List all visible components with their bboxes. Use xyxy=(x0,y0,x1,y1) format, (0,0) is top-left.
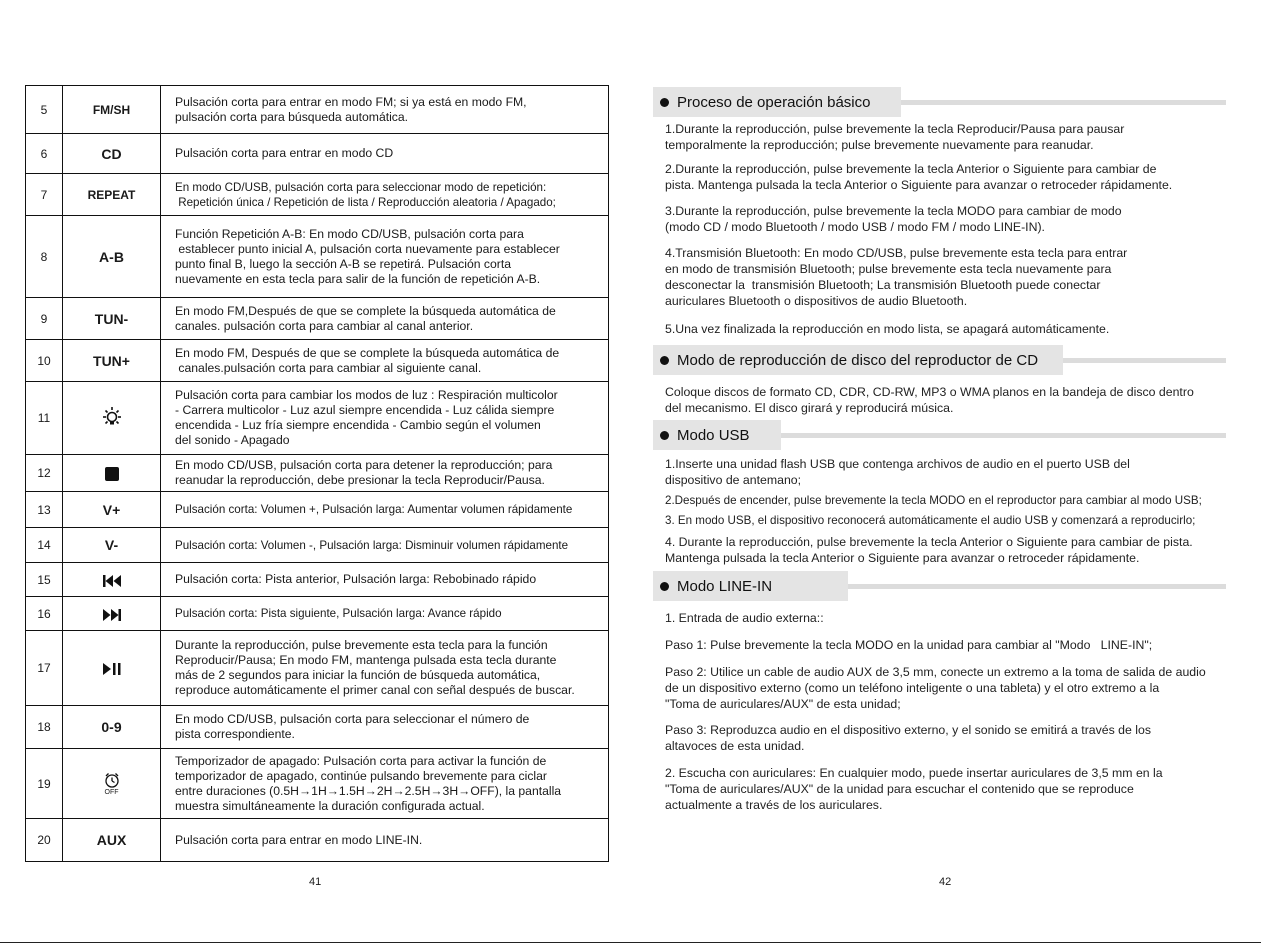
description-line: canales.pulsación corta para cambiar al siguiente canal. xyxy=(175,360,482,375)
section-heading xyxy=(653,420,1226,450)
description-line: pista correspondiente. xyxy=(175,727,295,741)
key-label: A-B xyxy=(63,216,161,298)
description-line: Pulsación corta: Pista anterior, Pulsación larga: Rebobinado rápido xyxy=(175,572,537,586)
table-row xyxy=(26,631,609,706)
table-row xyxy=(26,216,609,298)
table-row xyxy=(26,528,609,563)
description-line: Temporizador de apagado: Pulsación corta para activar la función de xyxy=(175,753,547,768)
description-line: del sonido - Apagado xyxy=(175,433,290,447)
table-row xyxy=(26,597,609,631)
function-description xyxy=(161,819,609,862)
description-line: Pulsación corta para cambiar los modos de luz : Respiración multicolor xyxy=(175,388,558,402)
paragraph-line: desconectar la transmisión Bluetooth; La transmisión Bluetooth puede conectar xyxy=(665,278,1101,292)
description-line: En modo CD/USB, pulsación corta para seleccionar modo de repetición: xyxy=(175,180,547,194)
row-number: 18 xyxy=(26,706,63,749)
stop-icon xyxy=(104,464,120,480)
function-description xyxy=(161,528,609,563)
table-row xyxy=(26,134,609,174)
section-paragraph xyxy=(665,245,1127,309)
function-description xyxy=(161,749,609,819)
section-paragraph xyxy=(665,456,1130,488)
section-heading-band xyxy=(653,571,848,601)
description-line: canales. pulsación corta para cambiar al canal anterior. xyxy=(175,318,474,333)
description-line: Pulsación corta para entrar en modo LINE-IN. xyxy=(175,832,423,847)
section-rule xyxy=(901,100,1226,105)
right-page-number: 42 xyxy=(939,876,952,888)
button-function-table xyxy=(25,85,609,862)
function-description xyxy=(161,134,609,174)
key-icon-cell xyxy=(63,749,161,819)
key-icon-cell xyxy=(63,597,161,631)
paragraph-line: Coloque discos de formato CD, CDR, CD-RW, MP3 o WMA planos en la bandeja de disco dentro xyxy=(665,385,1194,399)
key-label: REPEAT xyxy=(63,174,161,216)
key-label: TUN- xyxy=(63,298,161,340)
paragraph-line: Paso 3: Reproduzca audio en el dispositivo externo, y el sonido se emitirá a través de los xyxy=(665,723,1151,737)
paragraph-line: 2.Después de encender, pulse brevemente la tecla MODO en el reproductor para cambiar al modo USB; xyxy=(665,494,1202,507)
paragraph-line: del mecanismo. El disco girará y reproducirá música. xyxy=(665,401,954,415)
description-line: reproduce automáticamente el primer canal con señal después de buscar. xyxy=(175,683,575,697)
row-number: 5 xyxy=(26,86,63,134)
section-paragraph xyxy=(665,161,1172,193)
description-line: En modo CD/USB, pulsación corta para detener la reproducción; para xyxy=(175,458,553,472)
key-label: 0-9 xyxy=(63,706,161,749)
section-heading-band xyxy=(653,87,901,117)
paragraph-line: temporalmente la reproducción; pulse brevemente nuevamente para reanudar. xyxy=(665,138,1094,152)
description-line: encendida - Luz fría siempre encendida - Cambio según el volumen xyxy=(175,418,541,432)
section-paragraph xyxy=(665,121,1124,153)
section-paragraph xyxy=(665,384,1194,416)
paragraph-line: (modo CD / modo Bluetooth / modo USB / modo FM / modo LINE-IN). xyxy=(665,220,1045,234)
table-row xyxy=(26,174,609,216)
icon-label: OFF xyxy=(104,788,119,796)
left-page-number: 41 xyxy=(309,876,322,888)
paragraph-line: altavoces de esta unidad. xyxy=(665,739,805,753)
paragraph-line: en modo de transmisión Bluetooth; pulse brevemente esta tecla nuevamente para xyxy=(665,262,1112,276)
function-description xyxy=(161,597,609,631)
paragraph-line: "Toma de auriculares/AUX" de esta unidad; xyxy=(665,697,901,711)
description-line: Pulsación corta: Volumen +, Pulsación larga: Aumentar volumen rápidamente xyxy=(175,503,573,516)
bullet-icon xyxy=(660,356,669,365)
section-paragraph xyxy=(665,722,1151,754)
section-paragraph xyxy=(665,203,1122,235)
key-label: AUX xyxy=(63,819,161,862)
bullet-icon xyxy=(660,431,669,440)
paragraph-line: 2.Durante la reproducción, pulse brevemente la tecla Anterior o Siguiente para cambiar de xyxy=(665,162,1157,176)
row-number: 16 xyxy=(26,597,63,631)
table-row xyxy=(26,86,609,134)
section-paragraph xyxy=(665,513,1195,529)
paragraph-line: 1.Durante la reproducción, pulse brevemente la tecla Reproducir/Pausa para pausar xyxy=(665,122,1125,136)
description-line: pulsación corta para búsqueda automática. xyxy=(175,109,409,124)
section-heading xyxy=(653,87,1226,117)
section-paragraph xyxy=(665,637,1152,653)
row-number: 12 xyxy=(26,455,63,492)
description-line: Pulsación corta: Volumen -, Pulsación larga: Disminuir volumen rápidamente xyxy=(175,538,569,552)
paragraph-line: 1. Entrada de audio externa:: xyxy=(665,611,824,625)
description-line: Pulsación corta para entrar en modo CD xyxy=(175,146,394,160)
section-paragraph xyxy=(665,493,1202,509)
paragraph-line: auriculares Bluetooth o dispositivos de audio Bluetooth. xyxy=(665,294,968,308)
description-line: - Carrera multicolor - Luz azul siempre encendida - Luz cálida siempre xyxy=(175,403,555,417)
section-rule xyxy=(848,584,1226,589)
paragraph-line: 4. Durante la reproducción, pulse brevemente la tecla Anterior o Siguiente para cambiar de pista. xyxy=(665,535,1193,549)
function-description xyxy=(161,492,609,528)
row-number: 10 xyxy=(26,340,63,382)
section-heading xyxy=(653,571,1226,601)
description-line: punto final B, luego la sección A-B se repetirá. Pulsación corta xyxy=(175,256,512,271)
description-line: Pulsación corta para entrar en modo FM; si ya está en modo FM, xyxy=(175,94,527,109)
paragraph-line: 3.Durante la reproducción, pulse brevemente la tecla MODO para cambiar de modo xyxy=(665,204,1122,218)
description-line: Reproducir/Pausa; En modo FM, mantenga pulsada esta tecla durante xyxy=(175,653,557,667)
section-heading-band xyxy=(653,345,1063,375)
paragraph-line: actualmente a través de los auriculares. xyxy=(665,798,883,812)
row-number: 20 xyxy=(26,819,63,862)
bullet-icon xyxy=(660,98,669,107)
table-row xyxy=(26,819,609,862)
description-line: En modo FM, Después de que se complete la búsqueda automática de xyxy=(175,345,560,360)
section-rule xyxy=(1063,358,1226,363)
function-description xyxy=(161,563,609,597)
description-line: reanudar la reproducción, debe presionar la tecla Reproducir/Pausa. xyxy=(175,473,545,487)
description-line: Función Repetición A-B: En modo CD/USB, pulsación corta para xyxy=(175,226,524,241)
key-icon-cell xyxy=(63,563,161,597)
key-label: TUN+ xyxy=(63,340,161,382)
row-number: 14 xyxy=(26,528,63,563)
section-paragraph xyxy=(665,765,1163,813)
function-description xyxy=(161,631,609,706)
next-track-icon xyxy=(102,605,122,621)
section-title: Modo LINE-IN xyxy=(677,577,773,595)
description-line: Repetición única / Repetición de lista / Reproducción aleatoria / Apagado; xyxy=(175,195,556,209)
alarm-off-icon xyxy=(104,771,120,787)
paragraph-line: 5.Una vez finalizada la reproducción en modo lista, se apagará automáticamente. xyxy=(665,322,1110,336)
paragraph-line: "Toma de auriculares/AUX" de la unidad para escuchar el contenido que se reproduce xyxy=(665,782,1134,796)
paragraph-line: 3. En modo USB, el dispositivo reconocerá automáticamente el audio USB y comenzará a reproducirlo; xyxy=(665,514,1196,527)
section-paragraph xyxy=(665,610,824,626)
function-description xyxy=(161,216,609,298)
play-pause-icon xyxy=(102,660,122,676)
section-rule xyxy=(781,433,1226,438)
section-heading xyxy=(653,345,1226,375)
table-row xyxy=(26,749,609,819)
key-icon-cell xyxy=(63,631,161,706)
row-number: 17 xyxy=(26,631,63,706)
description-line: Durante la reproducción, pulse brevemente esta tecla para la función xyxy=(175,638,548,652)
paragraph-line: de un dispositivo externo (como un teléfono inteligente o una tableta) y el otro extremo a la xyxy=(665,681,1160,695)
description-line: En modo CD/USB, pulsación corta para seleccionar el número de xyxy=(175,712,530,726)
table-row xyxy=(26,492,609,528)
paragraph-line: dispositivo de antemano; xyxy=(665,473,802,487)
function-description xyxy=(161,455,609,492)
section-heading-band xyxy=(653,420,781,450)
table-row xyxy=(26,455,609,492)
paragraph-line: Mantenga pulsada la tecla Anterior o Siguiente para avanzar o retroceder rápidamente. xyxy=(665,551,1140,565)
paragraph-line: Paso 2: Utilice un cable de audio AUX de 3,5 mm, conecte un extremo a la toma de salida de audio xyxy=(665,665,1206,679)
description-line: más de 2 segundos para iniciar la función de búsqueda automática, xyxy=(175,668,541,682)
section-title: Modo de reproducción de disco del reproductor de CD xyxy=(677,351,1039,369)
function-description xyxy=(161,174,609,216)
previous-track-icon xyxy=(102,571,122,587)
key-icon-cell xyxy=(63,455,161,492)
function-description xyxy=(161,86,609,134)
description-line: nuevamente en esta tecla para salir de la función de repetición A-B. xyxy=(175,271,541,286)
description-line: entre duraciones (0.5H→1H→1.5H→2H→2.5H→3H→OFF), la pantalla xyxy=(175,783,562,798)
function-description xyxy=(161,382,609,455)
description-line: muestra simultáneamente la duración configurada actual. xyxy=(175,798,485,813)
key-label: CD xyxy=(63,134,161,174)
light-icon xyxy=(99,409,125,425)
key-label: V- xyxy=(63,528,161,563)
paragraph-line: 1.Inserte una unidad flash USB que contenga archivos de audio en el puerto USB del xyxy=(665,457,1130,471)
function-description xyxy=(161,298,609,340)
row-number: 7 xyxy=(26,174,63,216)
paragraph-line: 2. Escucha con auriculares: En cualquier modo, puede insertar auriculares de 3,5 mm en la xyxy=(665,766,1163,780)
paragraph-line: Paso 1: Pulse brevemente la tecla MODO en la unidad para cambiar al "Modo LINE-IN"; xyxy=(665,638,1153,652)
key-label: V+ xyxy=(63,492,161,528)
paragraph-line: pista. Mantenga pulsada la tecla Anterior o Siguiente para avanzar o retroceder rápidamente. xyxy=(665,178,1173,192)
key-label: FM/SH xyxy=(63,86,161,134)
function-description xyxy=(161,706,609,749)
description-line: En modo FM,Después de que se complete la búsqueda automática de xyxy=(175,303,556,318)
page-bottom-edge xyxy=(0,942,1261,943)
function-description xyxy=(161,340,609,382)
table-row xyxy=(26,298,609,340)
section-title: Proceso de operación básico xyxy=(677,93,871,111)
bullet-icon xyxy=(660,582,669,591)
row-number: 11 xyxy=(26,382,63,455)
section-title: Modo USB xyxy=(677,426,750,444)
description-line: Pulsación corta: Pista siguiente, Pulsación larga: Avance rápido xyxy=(175,607,502,620)
row-number: 9 xyxy=(26,298,63,340)
row-number: 8 xyxy=(26,216,63,298)
row-number: 6 xyxy=(26,134,63,174)
section-paragraph xyxy=(665,534,1193,566)
section-paragraph xyxy=(665,321,1109,337)
paragraph-line: 4.Transmisión Bluetooth: En modo CD/USB, pulse brevemente esta tecla para entrar xyxy=(665,246,1128,260)
row-number: 15 xyxy=(26,563,63,597)
table-row xyxy=(26,563,609,597)
row-number: 19 xyxy=(26,749,63,819)
description-line: temporizador de apagado, continúe pulsando brevemente para ciclar xyxy=(175,768,547,783)
table-row xyxy=(26,340,609,382)
row-number: 13 xyxy=(26,492,63,528)
description-line: establecer punto inicial A, pulsación corta nuevamente para establecer xyxy=(175,241,560,256)
table-row xyxy=(26,706,609,749)
key-icon-cell xyxy=(63,382,161,455)
table-row xyxy=(26,382,609,455)
section-paragraph xyxy=(665,664,1206,712)
